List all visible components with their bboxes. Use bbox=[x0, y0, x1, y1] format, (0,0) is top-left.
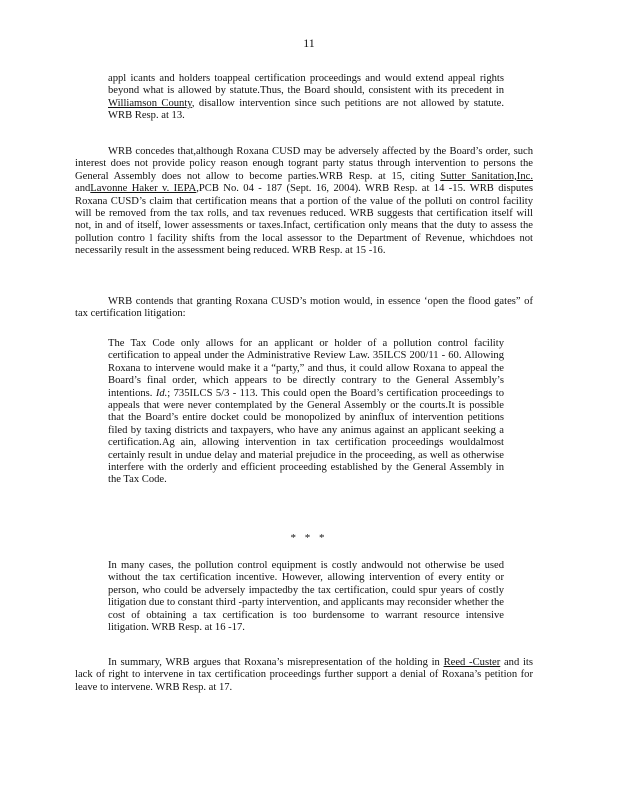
citation-id: Id. bbox=[155, 387, 168, 399]
quote-text-start: appl icants and holders toappeal certification proceedings and would extend appeal rights beyond what is allowed by statute.Thus, the Board should, consistent with its precedent in bbox=[108, 73, 504, 97]
section-separator: * * * bbox=[290, 532, 328, 544]
block-quote-statute bbox=[108, 73, 504, 123]
case-citation-reed-custer: Reed -Custer bbox=[443, 657, 501, 668]
paragraph-text bbox=[75, 657, 533, 694]
quote-text-end: ; 735ILCS 5/3 - 113. This could open the Board’s certification proceedings to appeals that were never contemplated by the General Assembly or the courts.It is possible that the Board’s entire docket could be monopolized by aninflux of intervention petitions filed by taxing districts and taxpayers, who have any animus against an applicant seeking a certification.Ag ain, allowing intervention in tax certification proceedings wouldalmost certainly result in undue delay and material prejudice in the proceeding, as well as otherwise interfere with the orderly and efficient proceeding established by the General Assembly in the Tax Code. bbox=[108, 387, 504, 486]
paragraph-text: WRB contends that granting Roxana CUSD’s motion would, in essence ‘open the flood gates” of tax certification litigation: bbox=[75, 296, 533, 320]
paragraph-text-end: ,PCB No. 04 - 187 (Sept. 16, 2004). WRB Resp. at 14 -15. WRB disputes Roxana CUSD’s claim that certification means that a portion of the value of the polluti on control facility will be removed from the tax rolls, and tax revenues reduced. WRB suggests that certification itself will not, in and of itself, lower assessments or taxes.Infact, certification only means that the duty to assess the pollution contro l facility shifts from the local assessor to the Department of Revenue, whichdoes not necessarily result in the assessment being reduced. WRB Resp. at 15 -16. bbox=[75, 183, 533, 257]
paragraph-wrb-concedes bbox=[75, 146, 533, 258]
case-citation-sutter-sanitation: Sutter Sanitation,Inc. bbox=[440, 170, 533, 182]
paragraph-text-start: WRB concedes that,although Roxana CUSD may be adversely affected by the Board’s order, such interest does not provide policy reason enough togrant party status through intervention to persons the General Assembly does not allow to become parties.WRB Resp. at 15, citing bbox=[75, 146, 533, 182]
paragraph-text-connector: and bbox=[75, 183, 91, 195]
paragraph-wrb-contends bbox=[75, 296, 533, 321]
block-quote-tax-code bbox=[108, 338, 504, 487]
quote-paragraph: In many cases, the pollution control equipment is costly andwould not otherwise be used without the tax certification incentive. However, allowing intervention of every entity or person, who could be adversely impactedby the tax certification, could spur years of costly litigation due to constant third -party intervention, and applicants may reconsider whether the cost of obtaining a tax certification is too burdensome to warrant resource intensive litigation. WRB Resp. at 16 -17. bbox=[108, 560, 504, 634]
paragraph-text bbox=[75, 146, 533, 258]
block-quote-costly-equipment bbox=[108, 560, 504, 634]
quote-text-start: The Tax Code only allows for an applicant or holder of a pollution control facility certification to appeal under the Administrative Review Law. 35ILCS 200/11 - 60. Allowing Roxana to intervene would make it a “party,” and thus, it could allow Roxana to appeal the Board’s final order, which appears to be directly contrary to the General Assembly’s intentions. bbox=[108, 338, 504, 399]
quote-paragraph bbox=[108, 338, 504, 487]
quote-paragraph bbox=[108, 73, 504, 123]
paragraph-text-end: and its lack of right to intervene in tax certification proceedings further support a denial of Roxana’s petition for leave to intervene. WRB Resp. at 17. bbox=[75, 657, 533, 693]
paragraph-in-summary bbox=[75, 657, 533, 694]
case-citation-lavonne-haker: Lavonne Haker v. IEPA bbox=[90, 183, 197, 195]
page-number: 11 bbox=[303, 36, 315, 50]
quote-text-end: , disallow intervention since such petitions are not allowed by statute. WRB Resp. at 13. bbox=[108, 97, 505, 122]
case-citation-williamson-county: Williamson County bbox=[108, 97, 192, 109]
paragraph-text-start: In summary, WRB argues that Roxana’s misrepresentation of the holding in bbox=[108, 657, 444, 668]
